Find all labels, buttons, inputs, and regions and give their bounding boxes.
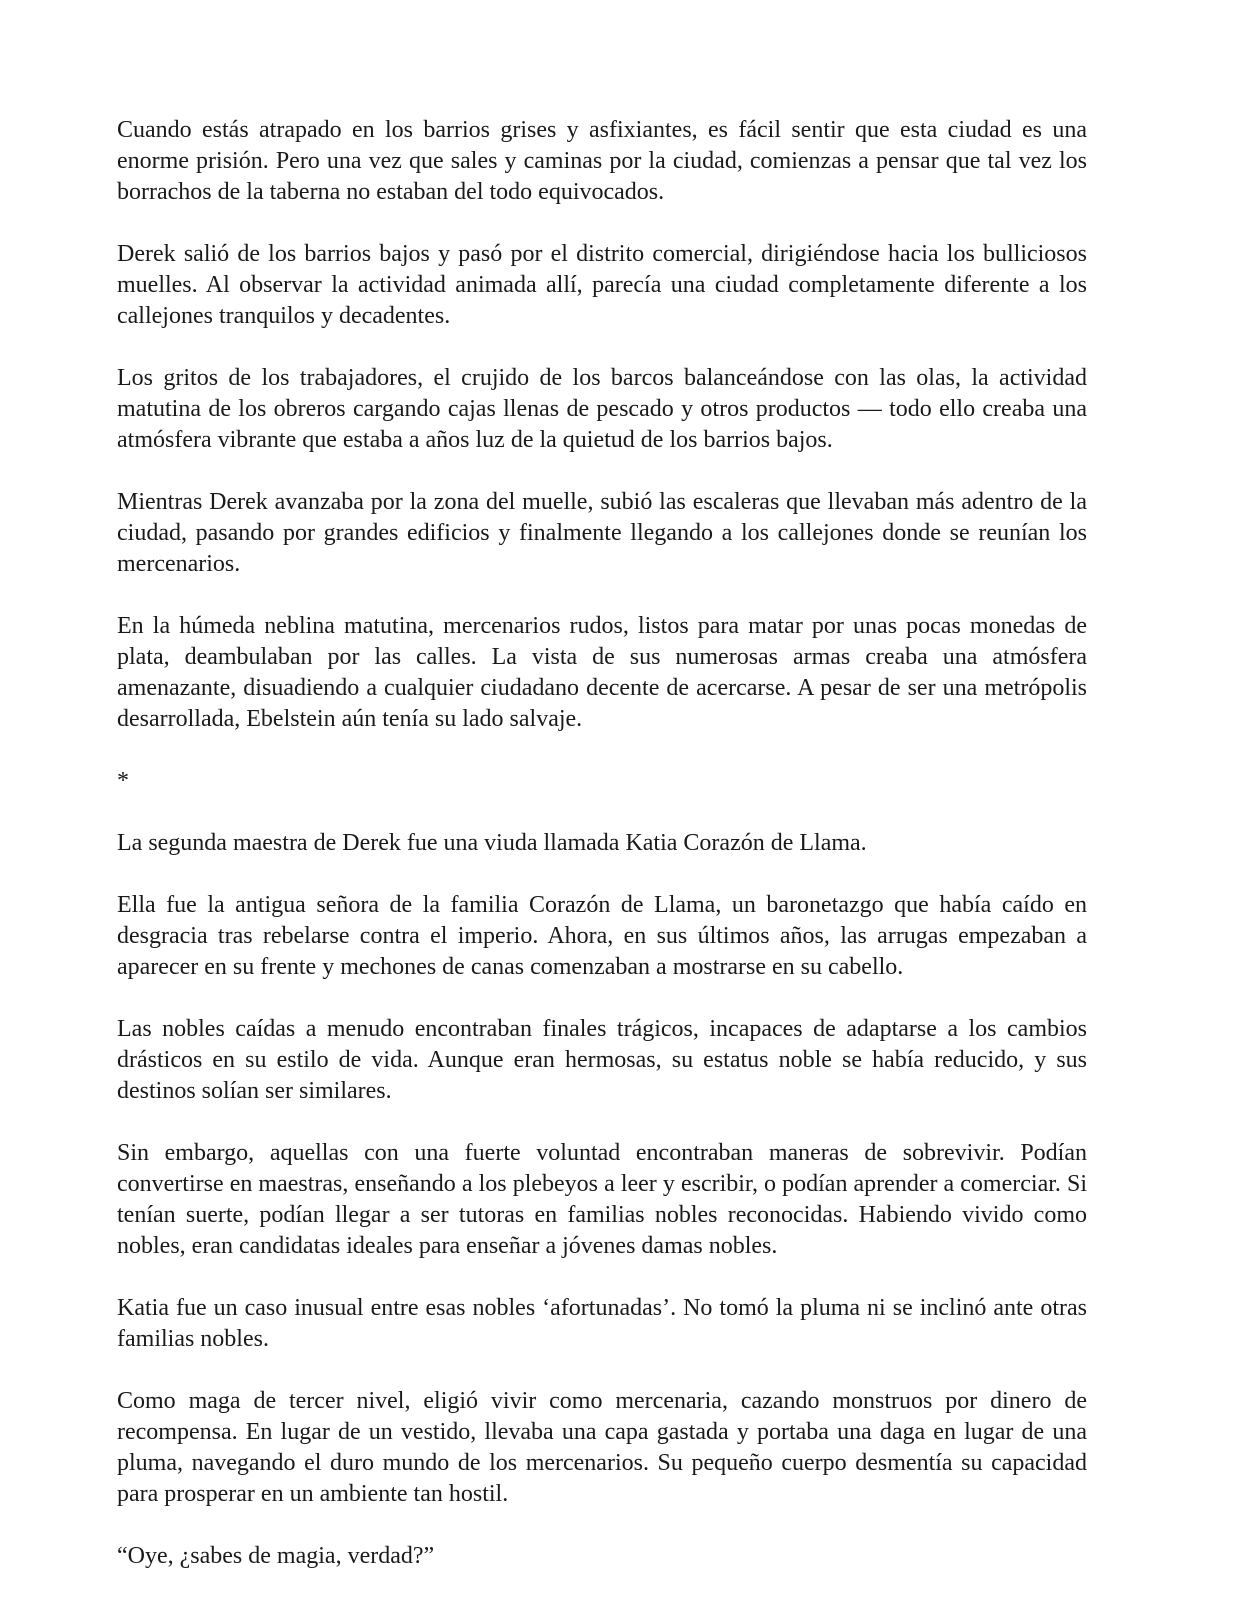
section-break: *	[117, 768, 129, 794]
paragraph-6: La segunda maestra de Derek fue una viuda llamada Katia Corazón de Llama.	[117, 830, 867, 856]
dialogue-line: “Oye, ¿sabes de magia, verdad?”	[117, 1543, 435, 1569]
paragraph-10: Katia fue un caso inusual entre esas nobles ‘afortunadas’. No tomó la pluma ni se inclinó ante otras familias nobles.	[117, 1295, 1087, 1352]
paragraph-3: Los gritos de los trabajadores, el crujido de los barcos balanceándose con las olas, la actividad matutina de los obreros cargando cajas llenas de pescado y otros productos — todo ello creaba una atmósfera vibrante que estaba a años luz de la quietud de los barrios bajos.	[117, 365, 1087, 453]
paragraph-11: Como maga de tercer nivel, eligió vivir como mercenaria, cazando monstruos por dinero de recompensa. En lugar de un vestido, llevaba una capa gastada y portaba una daga en lugar de una pluma, navegando el duro mundo de los mercenarios. Su pequeño cuerpo desmentía su capacidad para prosperar en un ambiente tan hostil.	[117, 1388, 1087, 1507]
paragraph-8: Las nobles caídas a menudo encontraban finales trágicos, incapaces de adaptarse a los cambios drásticos en su estilo de vida. Aunque eran hermosas, su estatus noble se había reducido, y sus destinos solían ser similares.	[117, 1016, 1087, 1104]
paragraph-1: Cuando estás atrapado en los barrios grises y asfixiantes, es fácil sentir que esta ciudad es una enorme prisión. Pero una vez que sales y caminas por la ciudad, comienzas a pensar que tal vez los borrachos de la taberna no estaban del todo equivocados.	[117, 117, 1087, 205]
paragraph-5: En la húmeda neblina matutina, mercenarios rudos, listos para matar por unas pocas monedas de plata, deambulaban por las calles. La vista de sus numerosas armas creaba una atmósfera amenazante, disuadiendo a cualquier ciudadano decente de acercarse. A pesar de ser una metrópolis desarrollada, Ebelstein aún tenía su lado salvaje.	[117, 613, 1087, 732]
document-page	[117, 115, 1087, 1572]
paragraph-2: Derek salió de los barrios bajos y pasó por el distrito comercial, dirigiéndose hacia los bulliciosos muelles. Al observar la actividad animada allí, parecía una ciudad completamente diferente a los callejones tranquilos y decadentes.	[117, 241, 1087, 329]
paragraph-9: Sin embargo, aquellas con una fuerte voluntad encontraban maneras de sobrevivir. Podían convertirse en maestras, enseñando a los plebeyos a leer y escribir, o podían aprender a comerciar. Si tenían suerte, podían llegar a ser tutoras en familias nobles reconocidas. Habiendo vivido como nobles, eran candidatas ideales para enseñar a jóvenes damas nobles.	[117, 1140, 1087, 1259]
paragraph-4: Mientras Derek avanzaba por la zona del muelle, subió las escaleras que llevaban más adentro de la ciudad, pasando por grandes edificios y finalmente llegando a los callejones donde se reunían los mercenarios.	[117, 489, 1087, 577]
paragraph-7: Ella fue la antigua señora de la familia Corazón de Llama, un baronetazgo que había caído en desgracia tras rebelarse contra el imperio. Ahora, en sus últimos años, las arrugas empezaban a aparecer en su frente y mechones de canas comenzaban a mostrarse en su cabello.	[117, 892, 1087, 980]
